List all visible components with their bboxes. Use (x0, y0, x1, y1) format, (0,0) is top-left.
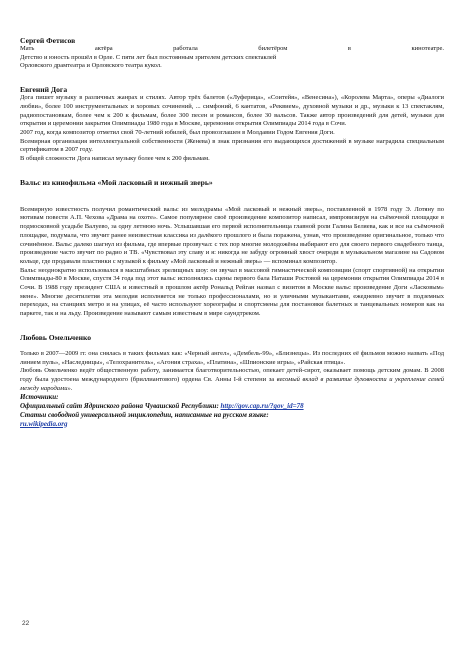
paragraph (20, 367, 444, 393)
section-title-omelchenko: Любовь Омельченко (20, 332, 92, 342)
paragraph-line: Орловского драмтеатра и Орловского театра кукол. (20, 62, 162, 70)
source-link[interactable]: http://gov.cap.ru/?gov_id=78 (220, 402, 304, 411)
sources-heading: Источники: (20, 393, 59, 402)
paragraph: Вальс неоднократно использовался в масштабных зрелищных шоу: он звучал в массовой гимнастической композиции (спорт спортивной) на открытии Олимпиады-80 в Москве, спустя 34 года под этот вальс исполнялись сцены первого бала Наташи Ростовой на церемонии открытия Олимпиады 2014 в Сочи. В 1988 году президент США и известный в прошлом актёр Рональд Рейган назвал с визитом в Москве вальс произведение Доги «Ласковым» мене». Многие десятилетия эта мелодия исполняется не только профессионалами, но и уличными музыкантами, ежедневно звучит в подземных переходах, на станциях метро и на улицах, её часто используют хореографы и спортсмены для постановки балетных и танцевальных номеров как на паркете, так и на льду. Произведение называют самым известным в мире саундтреком. (20, 266, 444, 318)
paragraph: В общей сложности Дога написал музыку более чем к 200 фильмам. (20, 155, 210, 163)
source-line (20, 402, 444, 411)
source-line (20, 420, 444, 429)
paragraph: Только в 2007—2009 гг. она снялась в таких фильмах как: «Черный ангел», «Дембель-99», «Близнецы». Из последних её фильмов можно назвать «Под линием пуль», «Наследницы», «Телохранитель», «Агония страха», «Платина», «Шпионские игры», «Райская птица». (20, 349, 444, 366)
paragraph: Всемирная организация интеллектуальной собственности (Женева) в знак признания его выдающихся достижений в музыке наградила специальным сертификатом в 2007 году. (20, 137, 444, 154)
source-text: Официальный сайт Ядринского района Чувашской Республики: (20, 402, 221, 411)
paragraph: 2007 год, когда композитор отметил свой 70-летний юбилей, был провозглашен в Молдавии Годом Евгения Доги. (20, 128, 335, 136)
source-line: Статьи свободной универсальной энциклопедии, написанные на русском языке: (20, 410, 269, 419)
section-title-waltz: Вальс из кинофильма «Мой ласковый и нежный зверь» (20, 177, 213, 187)
paragraph-line: Мать актёра работала билетёром в кинотеатре. (20, 45, 444, 52)
paragraph-line: Детство и юность прошёл в Орле. С пяти лет был постоянным зрителем детских спектаклей (20, 53, 277, 61)
paragraph-italic-text: весомый вклад в развитие духовности и укрепление семей между народами». (20, 375, 444, 392)
section-title-fetisov: Сергей Фетисов (20, 36, 76, 45)
section-title-doga: Евгений Дога (20, 85, 68, 95)
paragraph: Дога пишет музыку в различных жанрах и стилях. Автор трёх балетов («Луферица», «Соитейя», «Венесина»), «Королева Марта», оперы «Диалоги любви», более 100 инструментальных и хоровых сочинений, ... симфоний, 6 кантатов, «Реквием», духовной музыки и др., музыки к 13 спектаклям, радиопостановкам, более чем к 200 к фильмам, более 300 песен и романсов, более 30 вальсов. Также автор произведений для детей, музыки для открытия и церемонии закрытия Олимпиады 1980 года в Москве, церемонии открытия Олимпиады 2014 года в Сочи. (20, 94, 444, 128)
paragraph: Всемирную известность получил романтический вальс из мелодрамы «Мой ласковый и нежный зверь», поставленной в 1978 году Э. Лотяну по мотивам повести А.П. Чехова «Драма на охоте». Самое популярное своё произведение композитор написал, импровизируя на съёмочной площадке в подмосковной усадьбе Валуево, за одну летнюю ночь. Услышавшая его первой исполнительница главной роли Галина Беляева, как и все на съёмочной площадке, подумала, что звучит ранее неизвестная классика из далёкого прошлого и была поражена, узнав, что произведение оригинальное, только что сочинённое. Вальс далеко шагнул из фильма, где впервые прозвучал: с тех пор многие молодожёны выбирают его для своего первого свадебного танца, произведение часто звучит по радио и ТВ. «Чувствовал эту славу и я: никогда не забуду огромный хвост очереди в музыкальном магазине на Садовом кольце, где продавали пластинки с музыкой к фильму «Мой ласковый и нежный зверь» — вспоминал композитор. (20, 205, 444, 265)
document-page (20, 36, 444, 428)
wikipedia-link[interactable]: ru.wikipedia.org (20, 419, 68, 428)
page-number: 22 (22, 620, 30, 627)
paragraph-text: Любовь Омельченко ведёт общественную работу, занимается благотворительностью, опекает детей-сирот, оказывает помощь детским домам. В 2008 году была удостоена международного (бриллиантового) ордена Св. Анны I-й степени за (20, 367, 444, 383)
